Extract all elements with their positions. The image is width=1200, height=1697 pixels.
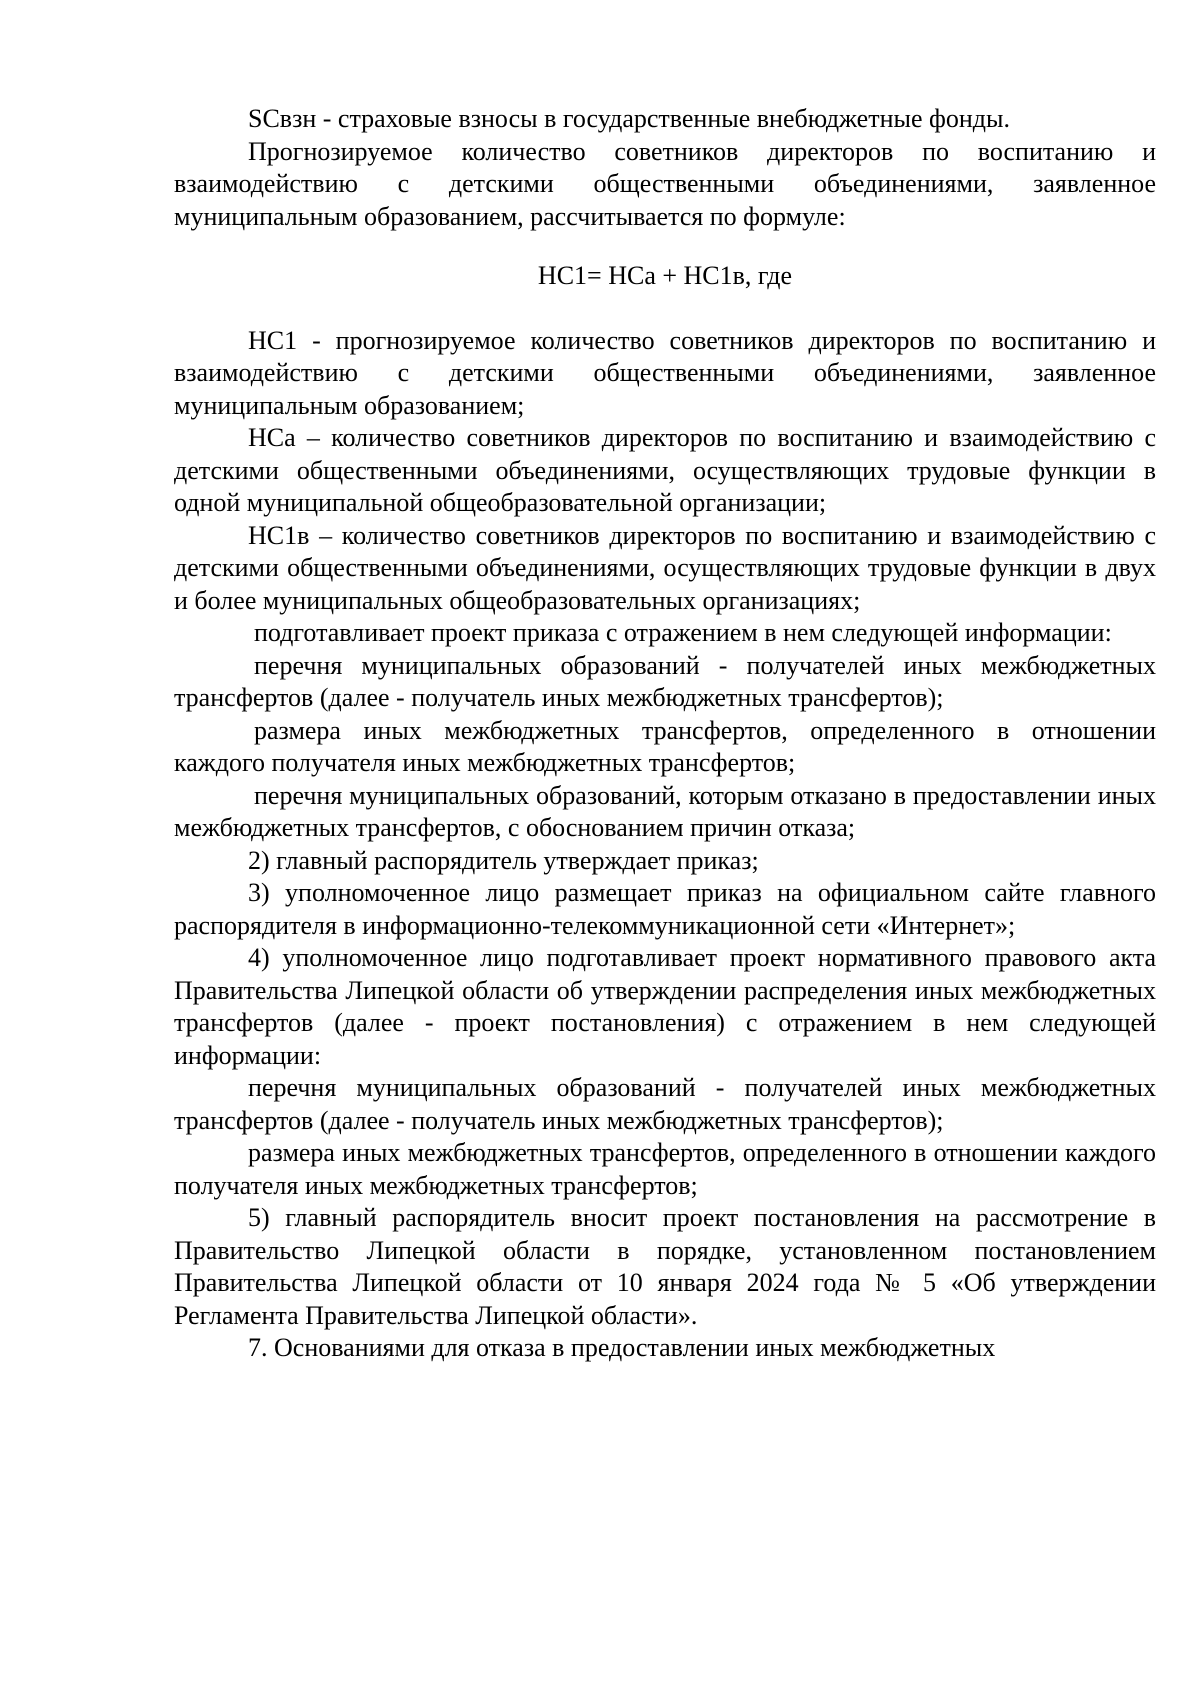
paragraph-list-refused: перечня муниципальных образований, которым отказано в предоставлении иных межбюджетных трансфертов, с обоснованием причин отказа;	[174, 780, 1156, 842]
paragraph-prepares-order: подготавливает проект приказа с отражением в нем следующей информации:	[254, 618, 1112, 647]
paragraph-nc1v-definition: НС1в – количество советников директоров по воспитанию и взаимодействию с детскими общественными объединениями, осуществляющих трудовые функции в двух и более муниципальных общеобразовательных организациях;	[174, 520, 1156, 615]
paragraph-list-recipients-2: перечня муниципальных образований - получателей иных межбюджетных трансфертов (далее - получатель иных межбюджетных трансфертов);	[174, 1073, 1156, 1135]
paragraph-forecast-intro: Прогнозируемое количество советников директоров по воспитанию и взаимодействию с детскими общественными объединениями, заявленное муниципальным образованием, рассчитывается по формуле:	[174, 136, 1156, 231]
paragraph-list-recipients: перечня муниципальных образований - получателей иных межбюджетных трансфертов (далее - получатель иных межбюджетных трансфертов);	[174, 650, 1156, 712]
document-page	[174, 103, 1156, 1365]
formula: НС1= НСа + НС1в, где	[537, 261, 793, 290]
paragraph-nc1-definition: НС1 - прогнозируемое количество советников директоров по воспитанию и взаимодействию с детскими общественными объединениями, заявленное муниципальным образованием;	[174, 325, 1156, 420]
paragraph-item-7: 7. Основаниями для отказа в предоставлении иных межбюджетных	[248, 1333, 996, 1362]
paragraph-item-4: 4) уполномоченное лицо подготавливает проект нормативного правового акта Правительства Липецкой области об утверждении распределения иных межбюджетных трансфертов (далее - проект постановления) с отражением в нем следующей информации:	[174, 943, 1156, 1070]
paragraph-item-2: 2) главный распорядитель утверждает приказ;	[248, 845, 759, 875]
paragraph-item-3: 3) уполномоченное лицо размещает приказ на официальном сайте главного распорядителя в информационно-телекоммуникационной сети «Интернет»;	[174, 878, 1156, 940]
paragraph-scvzn-definition: SCвзн - страховые взносы в государственные внебюджетные фонды.	[248, 104, 1010, 133]
paragraph-nca-definition: НСа – количество советников директоров по воспитанию и взаимодействию с детскими общественными объединениями, осуществляющих трудовые функции в одной муниципальной общеобразовательной организации;	[174, 423, 1156, 517]
paragraph-item-5: 5) главный распорядитель вносит проект постановления на рассмотрение в Правительство Липецкой области в порядке, установленном постановлением Правительства Липецкой области от 10 января 2024 года № 5 «Об утверждении Регламента Правительства Липецкой области».	[174, 1203, 1156, 1330]
paragraph-transfer-amount: размера иных межбюджетных трансфертов, определенного в отношении каждого получателя иных межбюджетных трансфертов;	[174, 715, 1156, 777]
paragraph-transfer-amount-2: размера иных межбюджетных трансфертов, определенного в отношении каждого получателя иных межбюджетных трансфертов;	[174, 1138, 1156, 1200]
